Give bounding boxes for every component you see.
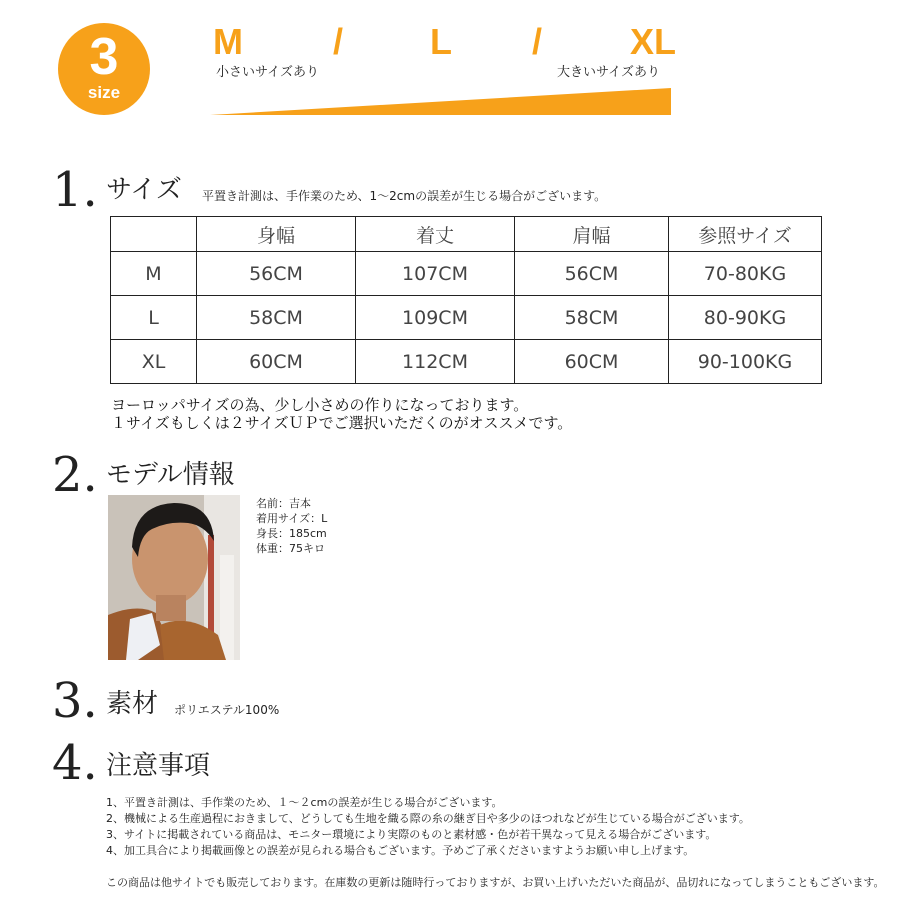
section-title-size: サイズ [106,175,182,205]
model-info-list [256,496,327,556]
stock-disclaimer: この商品は他サイトでも販売しております。在庫数の更新は随時行っておりますが、お買い上げいただいた商品が、品切れになってしまうこともございます。 [106,876,885,889]
table-cell: 70-80KG [669,252,822,296]
size-table [110,216,822,384]
table-cell: 58CM [515,296,669,340]
size-advice-line: １サイズもしくは２サイズＵＰでご選択いただくのがオススメです。 [111,414,573,432]
badge-label: size [87,83,121,102]
table-cell: 80-90KG [669,296,822,340]
model-height: 身長：185cm [256,527,327,540]
size-separator: / [532,21,543,62]
section-number: 1. [52,162,98,218]
table-header-cell: 身幅 [197,217,356,252]
size-scale-wedge [210,86,675,118]
table-cell: XL [111,340,197,384]
table-cell: 107CM [356,252,515,296]
large-size-note: 大きいサイズあり [557,65,660,80]
badge-number: 3 [89,28,119,86]
table-cell: L [111,296,197,340]
note-item: 2、機械による生産過程におきまして、どうしても生地を織る際の糸の継ぎ目や多少のほつれなどが生じている場合がございます。 [106,812,750,825]
note-item: 4、加工具合により掲載画像との誤差が見られる場合もございます。予めご了承くださいますようお願い申し上げます。 [106,844,695,857]
small-size-note: 小さいサイズあり [216,65,319,80]
table-cell: 56CM [197,252,356,296]
section-number: 3. [52,673,98,729]
table-row [111,340,822,384]
measurement-note: 平置き計測は、手作業のため、1～2cmの誤差が生じる場合がございます。 [202,189,607,203]
material-value: ポリエステル100% [174,703,280,717]
model-size: 着用サイズ：L [256,512,328,525]
table-header-row [111,217,822,252]
table-cell: 56CM [515,252,669,296]
table-cell: 60CM [197,340,356,384]
size-letter-m: M [213,21,243,62]
table-header-cell: 肩幅 [515,217,669,252]
table-cell: 90-100KG [669,340,822,384]
note-item: 1、平置き計測は、手作業のため、１～２cmの誤差が生じる場合がございます。 [106,796,503,809]
note-item: 3、サイトに掲載されている商品は、モニター環境により実際のものと素材感・色が若干異なって見える場合がございます。 [106,828,717,841]
table-cell: M [111,252,197,296]
table-row [111,296,822,340]
table-cell: 112CM [356,340,515,384]
table-header-cell: 着丈 [356,217,515,252]
table-cell: 58CM [197,296,356,340]
model-weight: 体重：75キロ [256,542,325,555]
model-photo [108,495,240,660]
size-advice-line: ヨーロッパサイズの為、少し小さめの作りになっております。 [111,396,529,414]
size-count-badge [58,23,150,115]
table-cell: 60CM [515,340,669,384]
table-header-cell: 参照サイズ [669,217,822,252]
table-cell: 109CM [356,296,515,340]
section-title-material: 素材 [106,689,159,719]
model-name: 名前：吉本 [256,497,311,510]
section-title-notes: 注意事項 [106,751,211,781]
section-number: 4. [52,735,98,791]
table-row [111,252,822,296]
section-title-model: モデル情報 [106,460,235,490]
table-header-cell [111,217,197,252]
notes-list [106,795,750,859]
section-number: 2. [52,447,98,503]
size-letter-l: L [430,21,452,62]
size-letter-xl: XL [630,21,677,62]
size-separator: / [333,21,344,62]
